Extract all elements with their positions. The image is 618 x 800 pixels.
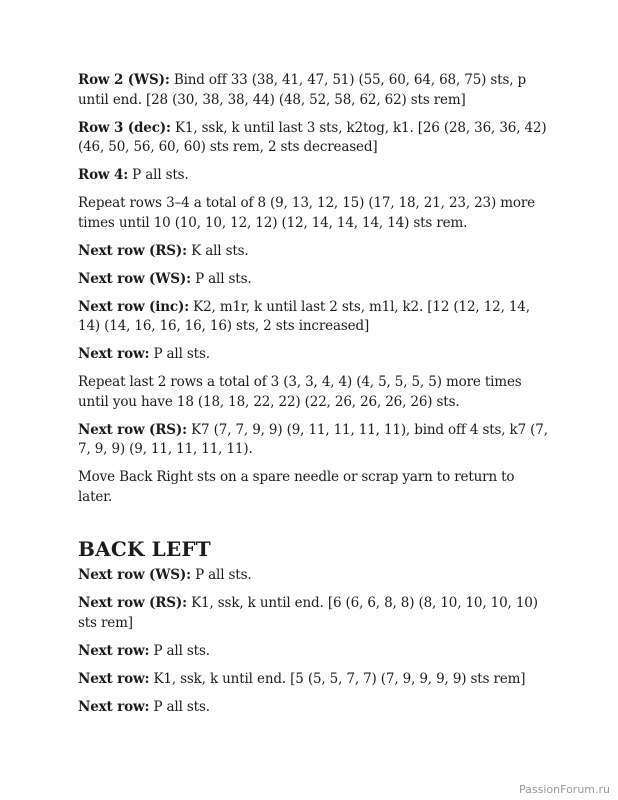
- section-heading: BACK LEFT: [78, 537, 211, 561]
- instruction-repeat-last-2: [78, 373, 548, 412]
- row-text: Move Back Right sts on a spare needle or scrap yarn to return to later.: [78, 469, 515, 505]
- row-label: Next row:: [78, 670, 150, 687]
- row-text: K7 (7, 7, 9, 9) (9, 11, 11, 11, 11), bind off 4 sts, k7 (7, 7, 9, 9) (9, 11, 11, 11, 11).: [78, 421, 548, 457]
- row-text: K1, ssk, k until end. [6 (6, 6, 8, 8) (8, 10, 10, 10, 10) sts rem]: [78, 595, 538, 631]
- row-label: Next row (WS):: [78, 270, 191, 287]
- row-text: K1, ssk, k until end. [5 (5, 5, 7, 7) (7, 9, 9, 9, 9) sts rem]: [149, 670, 526, 687]
- row-label: Row 2 (WS):: [78, 72, 170, 88]
- row-label: Next row:: [78, 346, 150, 362]
- instruction-move-sts: [78, 468, 548, 507]
- row-text: Repeat rows 3–4 a total of 8 (9, 13, 12, 15) (17, 18, 21, 23, 23) more times until 10 (10, 10, 12, 12) (12, 14, 14, 14, 14) sts rem.: [78, 195, 536, 231]
- watermark: PassionForum.ru: [519, 783, 610, 796]
- row-label: Next row (RS):: [78, 595, 187, 611]
- instruction-next-row-dec: [78, 670, 548, 690]
- row-text: P all sts.: [190, 567, 252, 583]
- row-label: Next row (RS):: [78, 421, 187, 438]
- row-text: K1, ssk, k until last 3 sts, k2tog, k1. [26 (28, 36, 36, 42) (46, 50, 56, 60, 60) sts rem, 2 sts decreased]: [78, 119, 547, 155]
- row-label: Next row (WS):: [78, 567, 191, 583]
- instruction-next-row: [78, 698, 548, 718]
- row-text: P all sts.: [128, 167, 189, 183]
- instruction-row-4: [78, 166, 548, 186]
- instruction-next-rs-bindoff: [78, 421, 548, 460]
- instruction-next-row: [78, 345, 548, 365]
- row-label: Next row:: [78, 642, 150, 659]
- instruction-row-2: [78, 71, 548, 110]
- row-text: P all sts.: [190, 270, 252, 287]
- row-text: K2, m1r, k until last 2 sts, m1l, k2. [12 (12, 12, 14, 14) (14, 16, 16, 16, 16) sts, 2 sts increased]: [78, 298, 530, 334]
- section-back-left: [78, 537, 548, 717]
- row-label: Next row:: [78, 698, 150, 715]
- row-text: Bind off 33 (38, 41, 47, 51) (55, 60, 64, 68, 75) sts, p until end. [28 (30, 38, 38, 44) (48, 52, 58, 62, 62) sts rem]: [78, 72, 526, 108]
- instruction-next-row: [78, 642, 548, 662]
- instruction-next-rs: [78, 594, 548, 633]
- row-text: Repeat last 2 rows a total of 3 (3, 3, 4, 4) (4, 5, 5, 5, 5) more times until you have 18 (18, 18, 22, 22) (22, 26, 26, 26, 26) sts.: [78, 374, 522, 410]
- row-label: Next row (RS):: [78, 242, 187, 259]
- instruction-next-ws: [78, 566, 548, 586]
- instruction-row-3: [78, 119, 548, 158]
- row-text: K all sts.: [186, 242, 249, 259]
- row-text: P all sts.: [149, 698, 210, 715]
- row-text: P all sts.: [149, 642, 210, 659]
- row-label: Next row (inc):: [78, 298, 190, 315]
- instruction-next-rs: [78, 242, 548, 262]
- instruction-repeat-3-4: [78, 194, 548, 233]
- row-text: P all sts.: [149, 346, 210, 362]
- row-label: Row 3 (dec):: [78, 119, 171, 136]
- row-label: Row 4:: [78, 167, 129, 183]
- instruction-next-ws: [78, 270, 548, 290]
- document-page: [78, 71, 548, 726]
- instruction-next-inc: [78, 298, 548, 337]
- section-back-right-cont: [78, 71, 548, 507]
